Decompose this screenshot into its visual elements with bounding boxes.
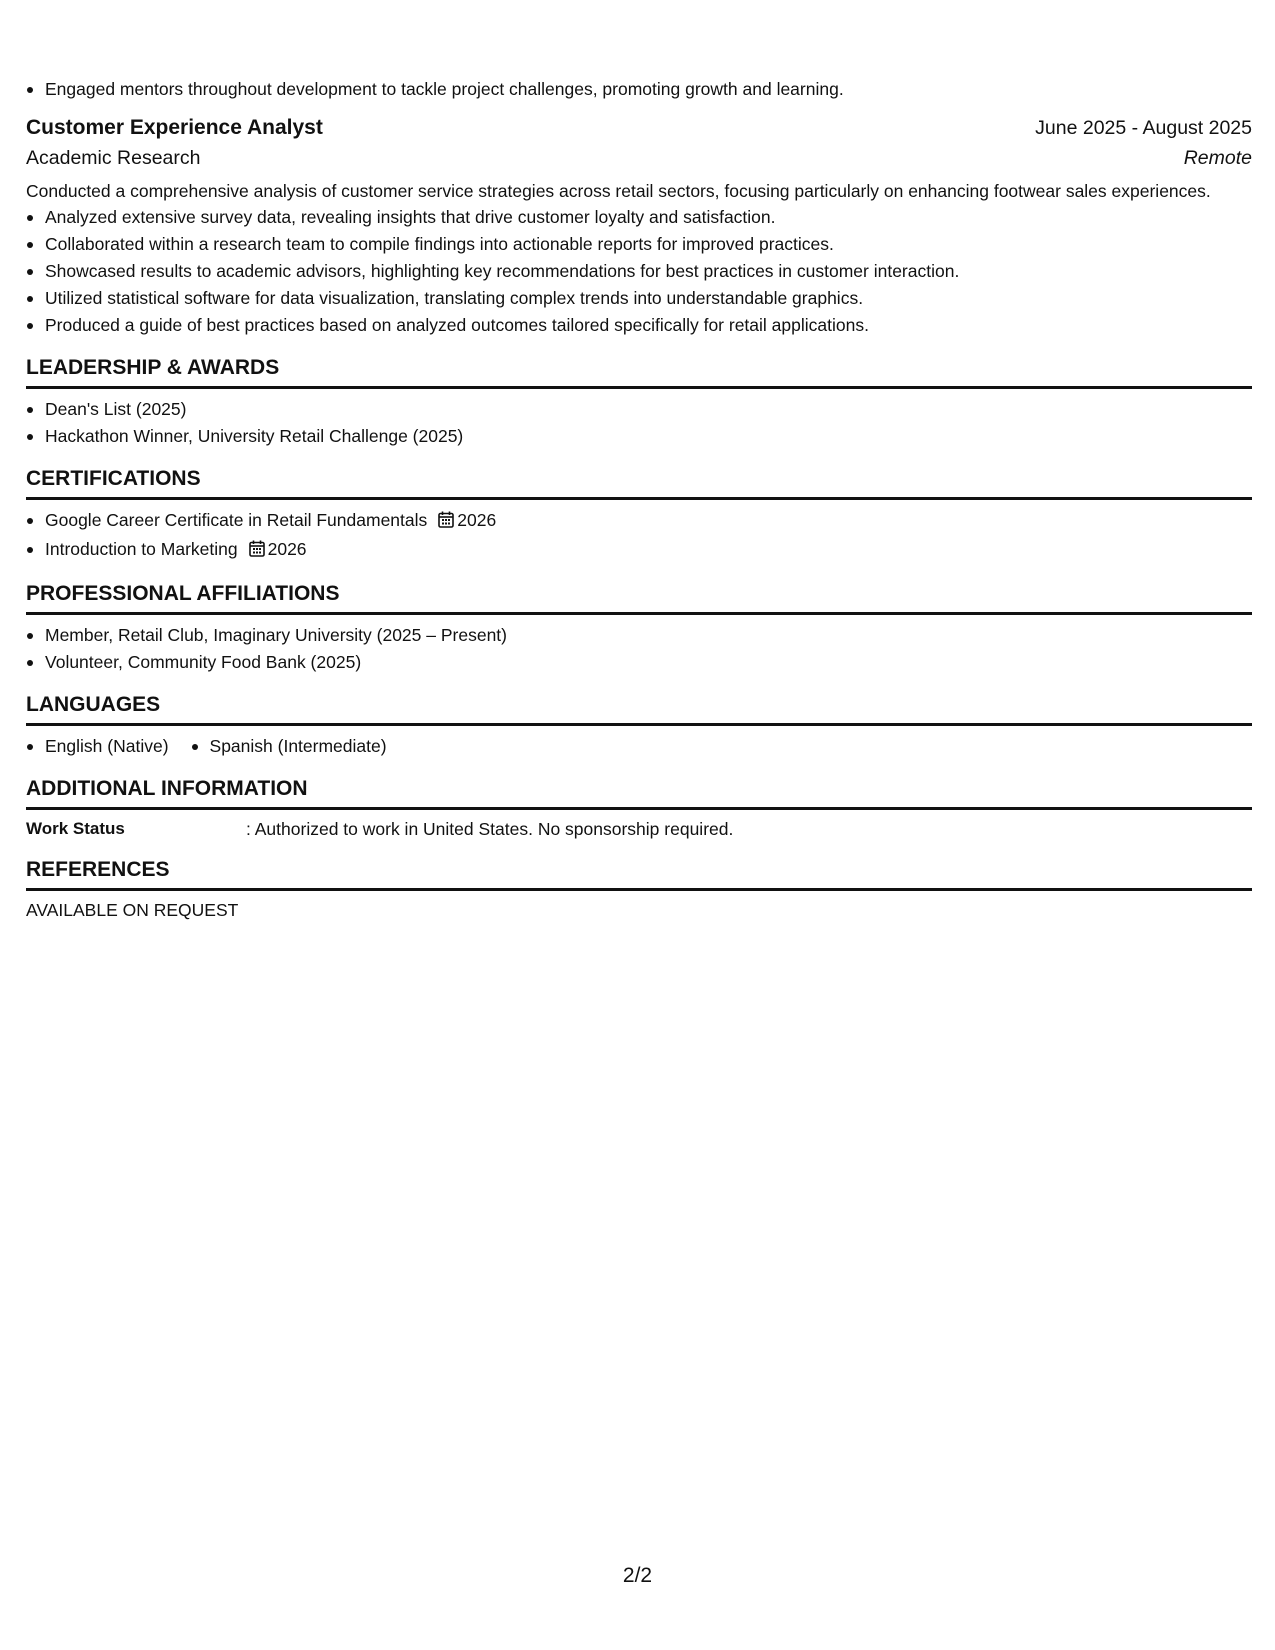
languages-list bbox=[26, 733, 1252, 760]
language-item: Spanish (Intermediate) bbox=[191, 733, 387, 760]
calendar-icon bbox=[438, 509, 454, 536]
certification-name: Google Career Certificate in Retail Fundamentals bbox=[45, 510, 428, 530]
certification-year: 2026 bbox=[267, 539, 307, 559]
resume-page bbox=[26, 76, 1252, 922]
leadership-list bbox=[26, 396, 1252, 450]
job-description: Conducted a comprehensive analysis of customer service strategies across retail sectors, focusing particularly on enhancing footwear sales experiences. bbox=[26, 181, 1211, 201]
list-item: Member, Retail Club, Imaginary University (2025 – Present) bbox=[26, 622, 1252, 649]
language-item: English (Native) bbox=[26, 733, 169, 760]
work-status-row bbox=[26, 817, 1252, 841]
list-item: Produced a guide of best practices based on analyzed outcomes tailored specifically for retail applications. bbox=[26, 312, 1252, 339]
list-item: Engaged mentors throughout development to tackle project challenges, promoting growth and learning. bbox=[26, 76, 1252, 103]
list-item: Utilized statistical software for data visualization, translating complex trends into understandable graphics. bbox=[26, 285, 1252, 312]
work-status-label: Work Status bbox=[26, 819, 125, 838]
section-heading-affiliations: PROFESSIONAL AFFILIATIONS bbox=[26, 580, 1252, 615]
job-dates: June 2025 - August 2025 bbox=[1035, 117, 1252, 139]
job-title: Customer Experience Analyst bbox=[26, 116, 323, 139]
job-location: Remote bbox=[1183, 147, 1252, 169]
list-item: Collaborated within a research team to compile findings into actionable reports for improved practices. bbox=[26, 231, 1252, 258]
calendar-icon bbox=[249, 538, 265, 565]
prior-bullet-list bbox=[26, 76, 1252, 103]
section-heading-additional-information: ADDITIONAL INFORMATION bbox=[26, 775, 1252, 810]
certification-name: Introduction to Marketing bbox=[45, 539, 238, 559]
certification-item bbox=[26, 536, 1252, 565]
section-heading-references: REFERENCES bbox=[26, 856, 1252, 891]
certification-item bbox=[26, 507, 1252, 536]
job-bullet-list bbox=[26, 204, 1252, 339]
job-organization: Academic Research bbox=[26, 147, 201, 169]
list-item: Hackathon Winner, University Retail Challenge (2025) bbox=[26, 423, 1252, 450]
experience-entry bbox=[26, 103, 1252, 339]
affiliations-list bbox=[26, 622, 1252, 676]
list-item: Showcased results to academic advisors, highlighting key recommendations for best practices in customer interaction. bbox=[26, 258, 1252, 285]
work-status-value: : Authorized to work in United States. No sponsorship required. bbox=[246, 819, 734, 839]
section-heading-leadership: LEADERSHIP & AWARDS bbox=[26, 354, 1252, 389]
list-item: Analyzed extensive survey data, revealing insights that drive customer loyalty and satisfaction. bbox=[26, 204, 1252, 231]
certification-year: 2026 bbox=[457, 510, 497, 530]
list-item: Dean's List (2025) bbox=[26, 396, 1252, 423]
list-item: Volunteer, Community Food Bank (2025) bbox=[26, 649, 1252, 676]
section-heading-languages: LANGUAGES bbox=[26, 691, 1252, 726]
references-text: AVAILABLE ON REQUEST bbox=[26, 900, 239, 920]
section-heading-certifications: CERTIFICATIONS bbox=[26, 465, 1252, 500]
page-number: 2/2 bbox=[622, 1564, 653, 1587]
certifications-list bbox=[26, 507, 1252, 565]
